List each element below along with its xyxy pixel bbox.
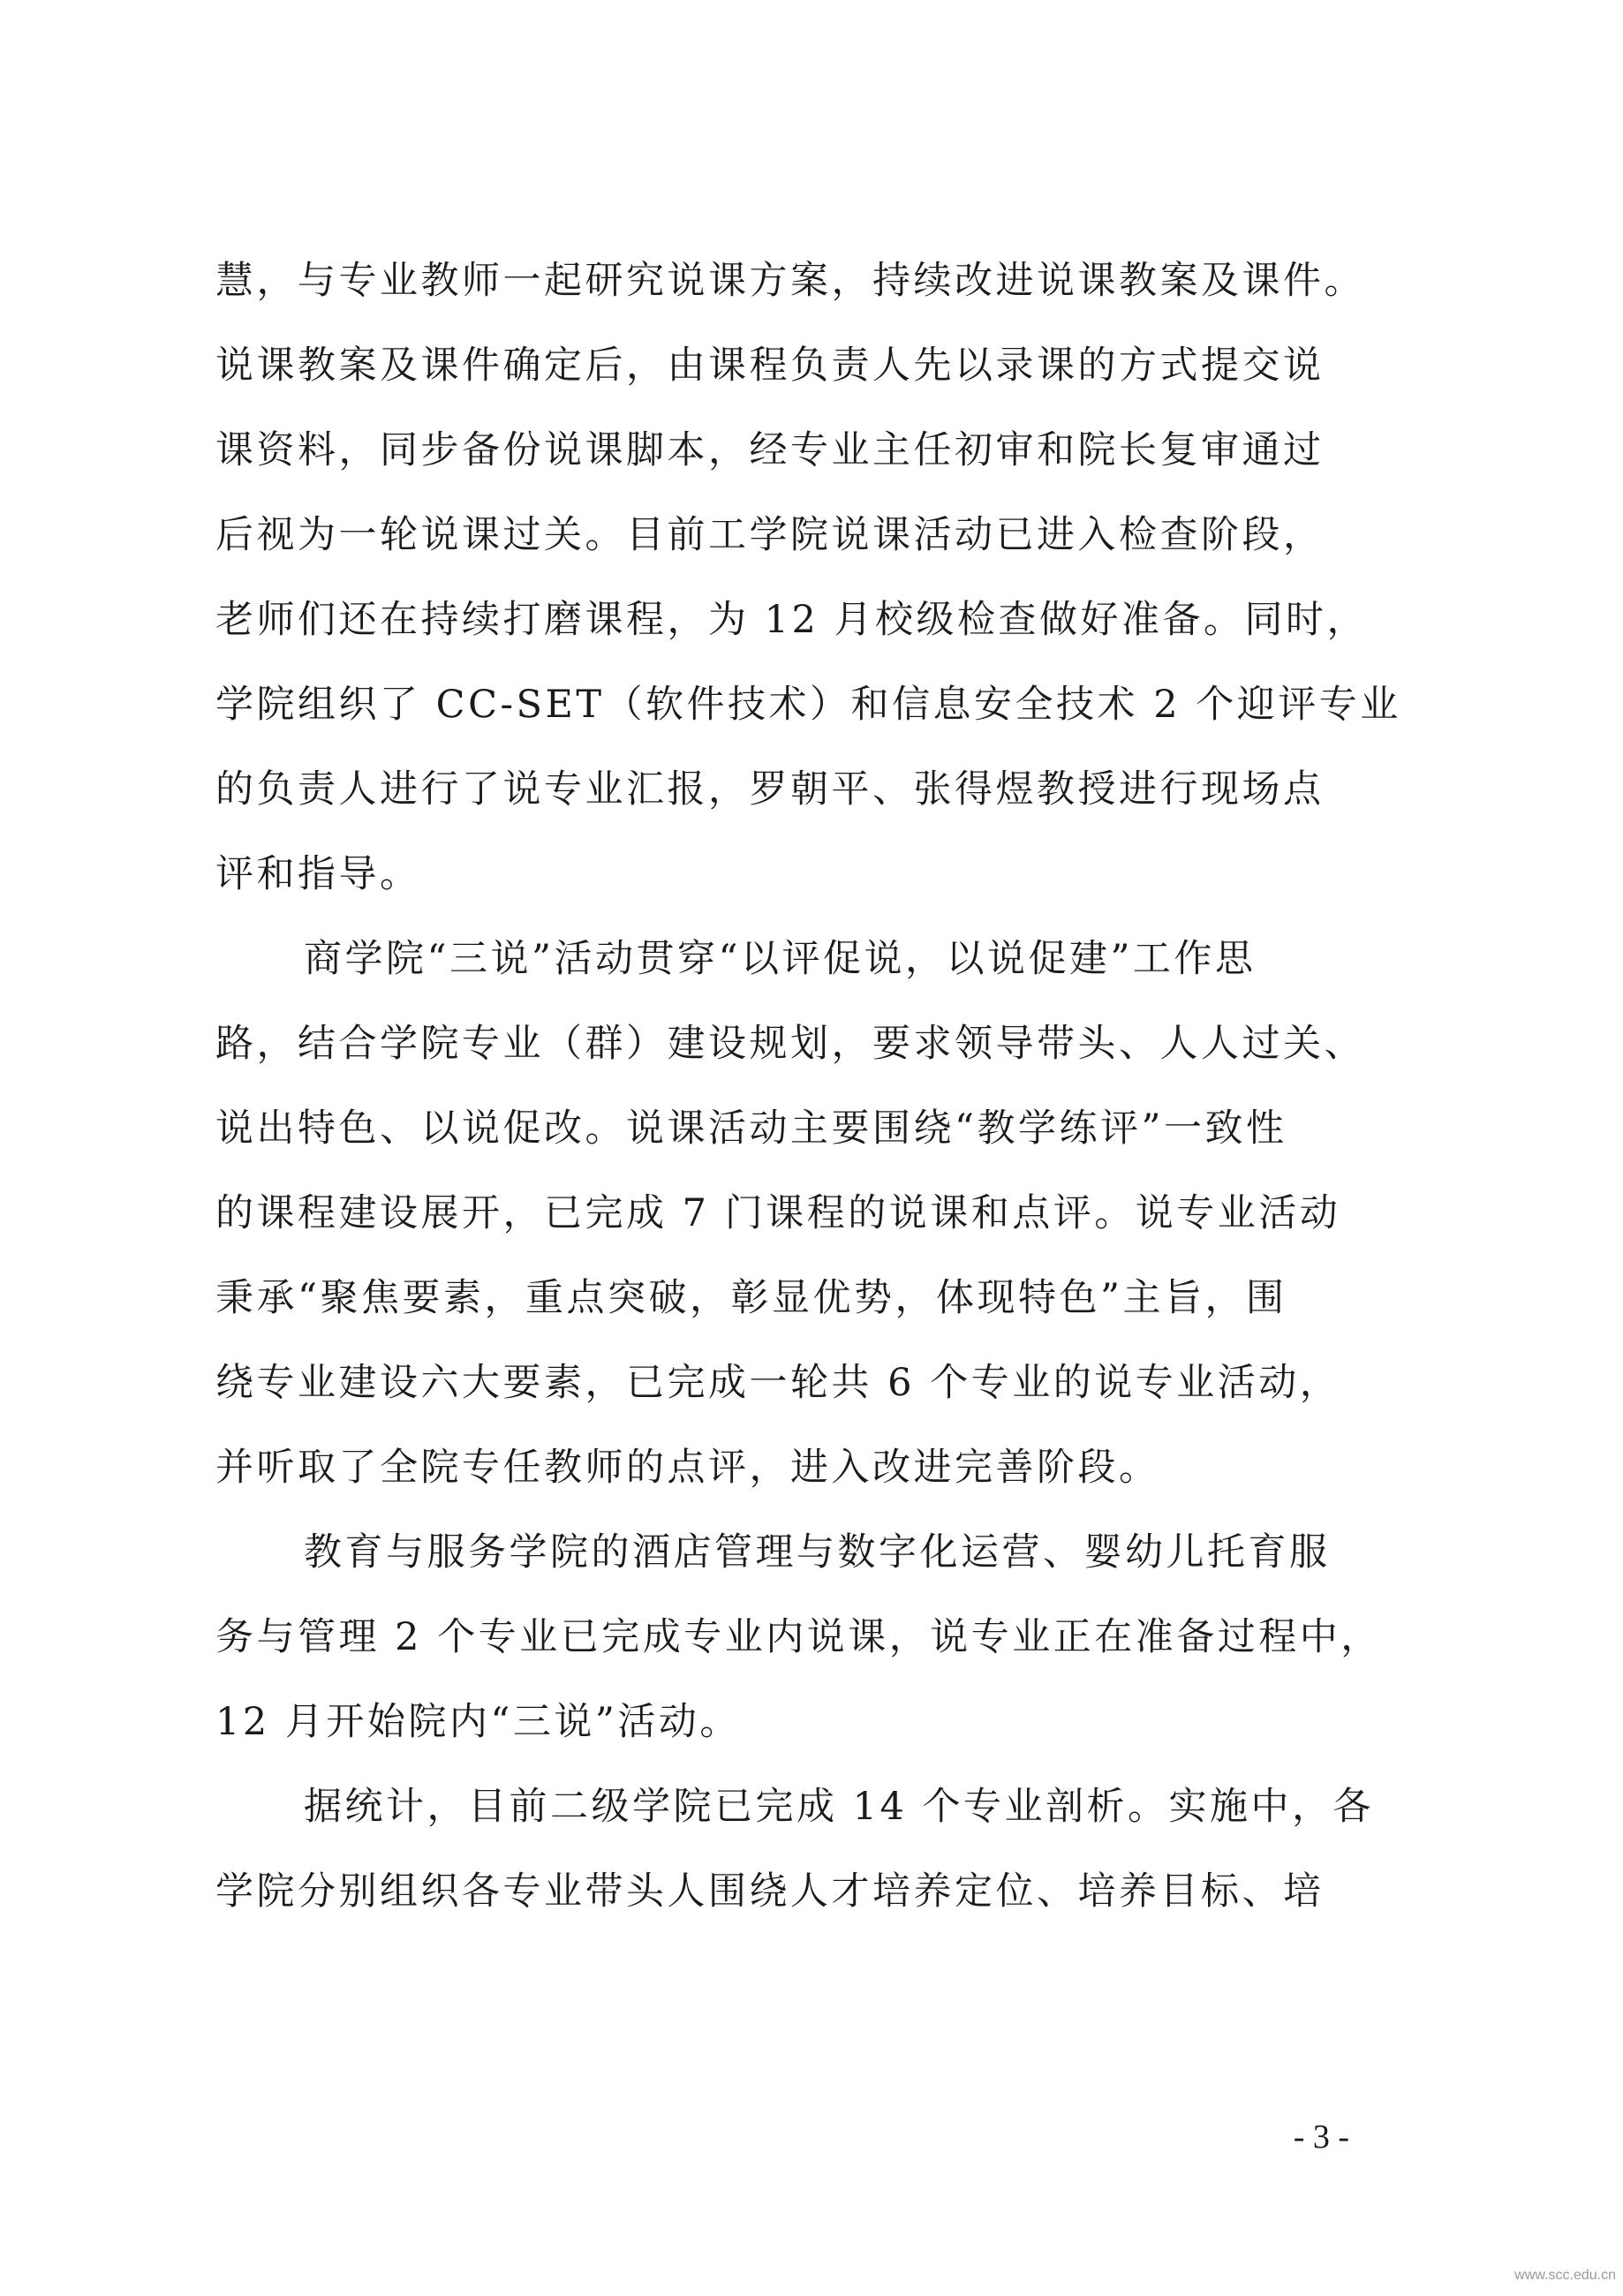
paragraph-start-line: 据统计，目前二级学院已完成 14 个专业剖析。实施中，各	[304, 1785, 1375, 1829]
text-line: 评和指导。	[215, 852, 421, 896]
text-line: 并听取了全院专任教师的点评，进入改进完善阶段。	[215, 1446, 1160, 1490]
text-line: 学院分别组织各专业带头人围绕人才培养定位、培养目标、培	[215, 1869, 1325, 1914]
text-line: 说出特色、以说促改。说课活动主要围绕“教学练评”一致性	[215, 1106, 1287, 1151]
paragraph-start-line: 商学院“三说”活动贯穿“以评促说，以说促建”工作思	[304, 937, 1257, 981]
text-line: 绕专业建设六大要素，已完成一轮共 6 个专业的说专业活动，	[215, 1361, 1341, 1405]
page-number: - 3 -	[1293, 2119, 1349, 2156]
text-line: 务与管理 2 个专业已完成专业内说课，说专业正在准备过程中，	[215, 1615, 1382, 1659]
paragraph-start-line: 教育与服务学院的酒店管理与数字化运营、婴幼儿托育服	[304, 1530, 1331, 1575]
text-line: 学院组织了 CC-SET（软件技术）和信息安全技术 2 个迎评专业	[215, 683, 1401, 727]
text-line: 路，结合学院专业（群）建设规划，要求领导带头、人人过关、	[215, 1022, 1365, 1066]
text-line: 课资料，同步备份说课脚本，经专业主任初审和院长复审通过	[215, 428, 1325, 472]
text-line: 的课程建设展开，已完成 7 门课程的说课和点评。说专业活动	[215, 1191, 1341, 1235]
text-line: 老师们还在持续打磨课程，为 12 月校级检查做好准备。同时，	[215, 598, 1369, 642]
text-line: 秉承“聚焦要素，重点突破，彰显优势，体现特色”主旨，围	[215, 1276, 1287, 1320]
watermark: www.scc.edu.cn	[1514, 2268, 1616, 2283]
body-text	[215, 238, 1408, 1934]
text-line: 说课教案及课件确定后，由课程负责人先以录课的方式提交说	[215, 344, 1325, 388]
text-line: 的负责人进行了说专业汇报，罗朝平、张得煜教授进行现场点	[215, 767, 1325, 812]
text-line: 后视为一轮说课过关。目前工学院说课活动已进入检查阶段，	[215, 513, 1325, 557]
text-line: 慧，与专业教师一起研究说课方案，持续改进说课教案及课件。	[215, 259, 1365, 303]
text-line: 12 月开始院内“三说”活动。	[215, 1700, 741, 1744]
